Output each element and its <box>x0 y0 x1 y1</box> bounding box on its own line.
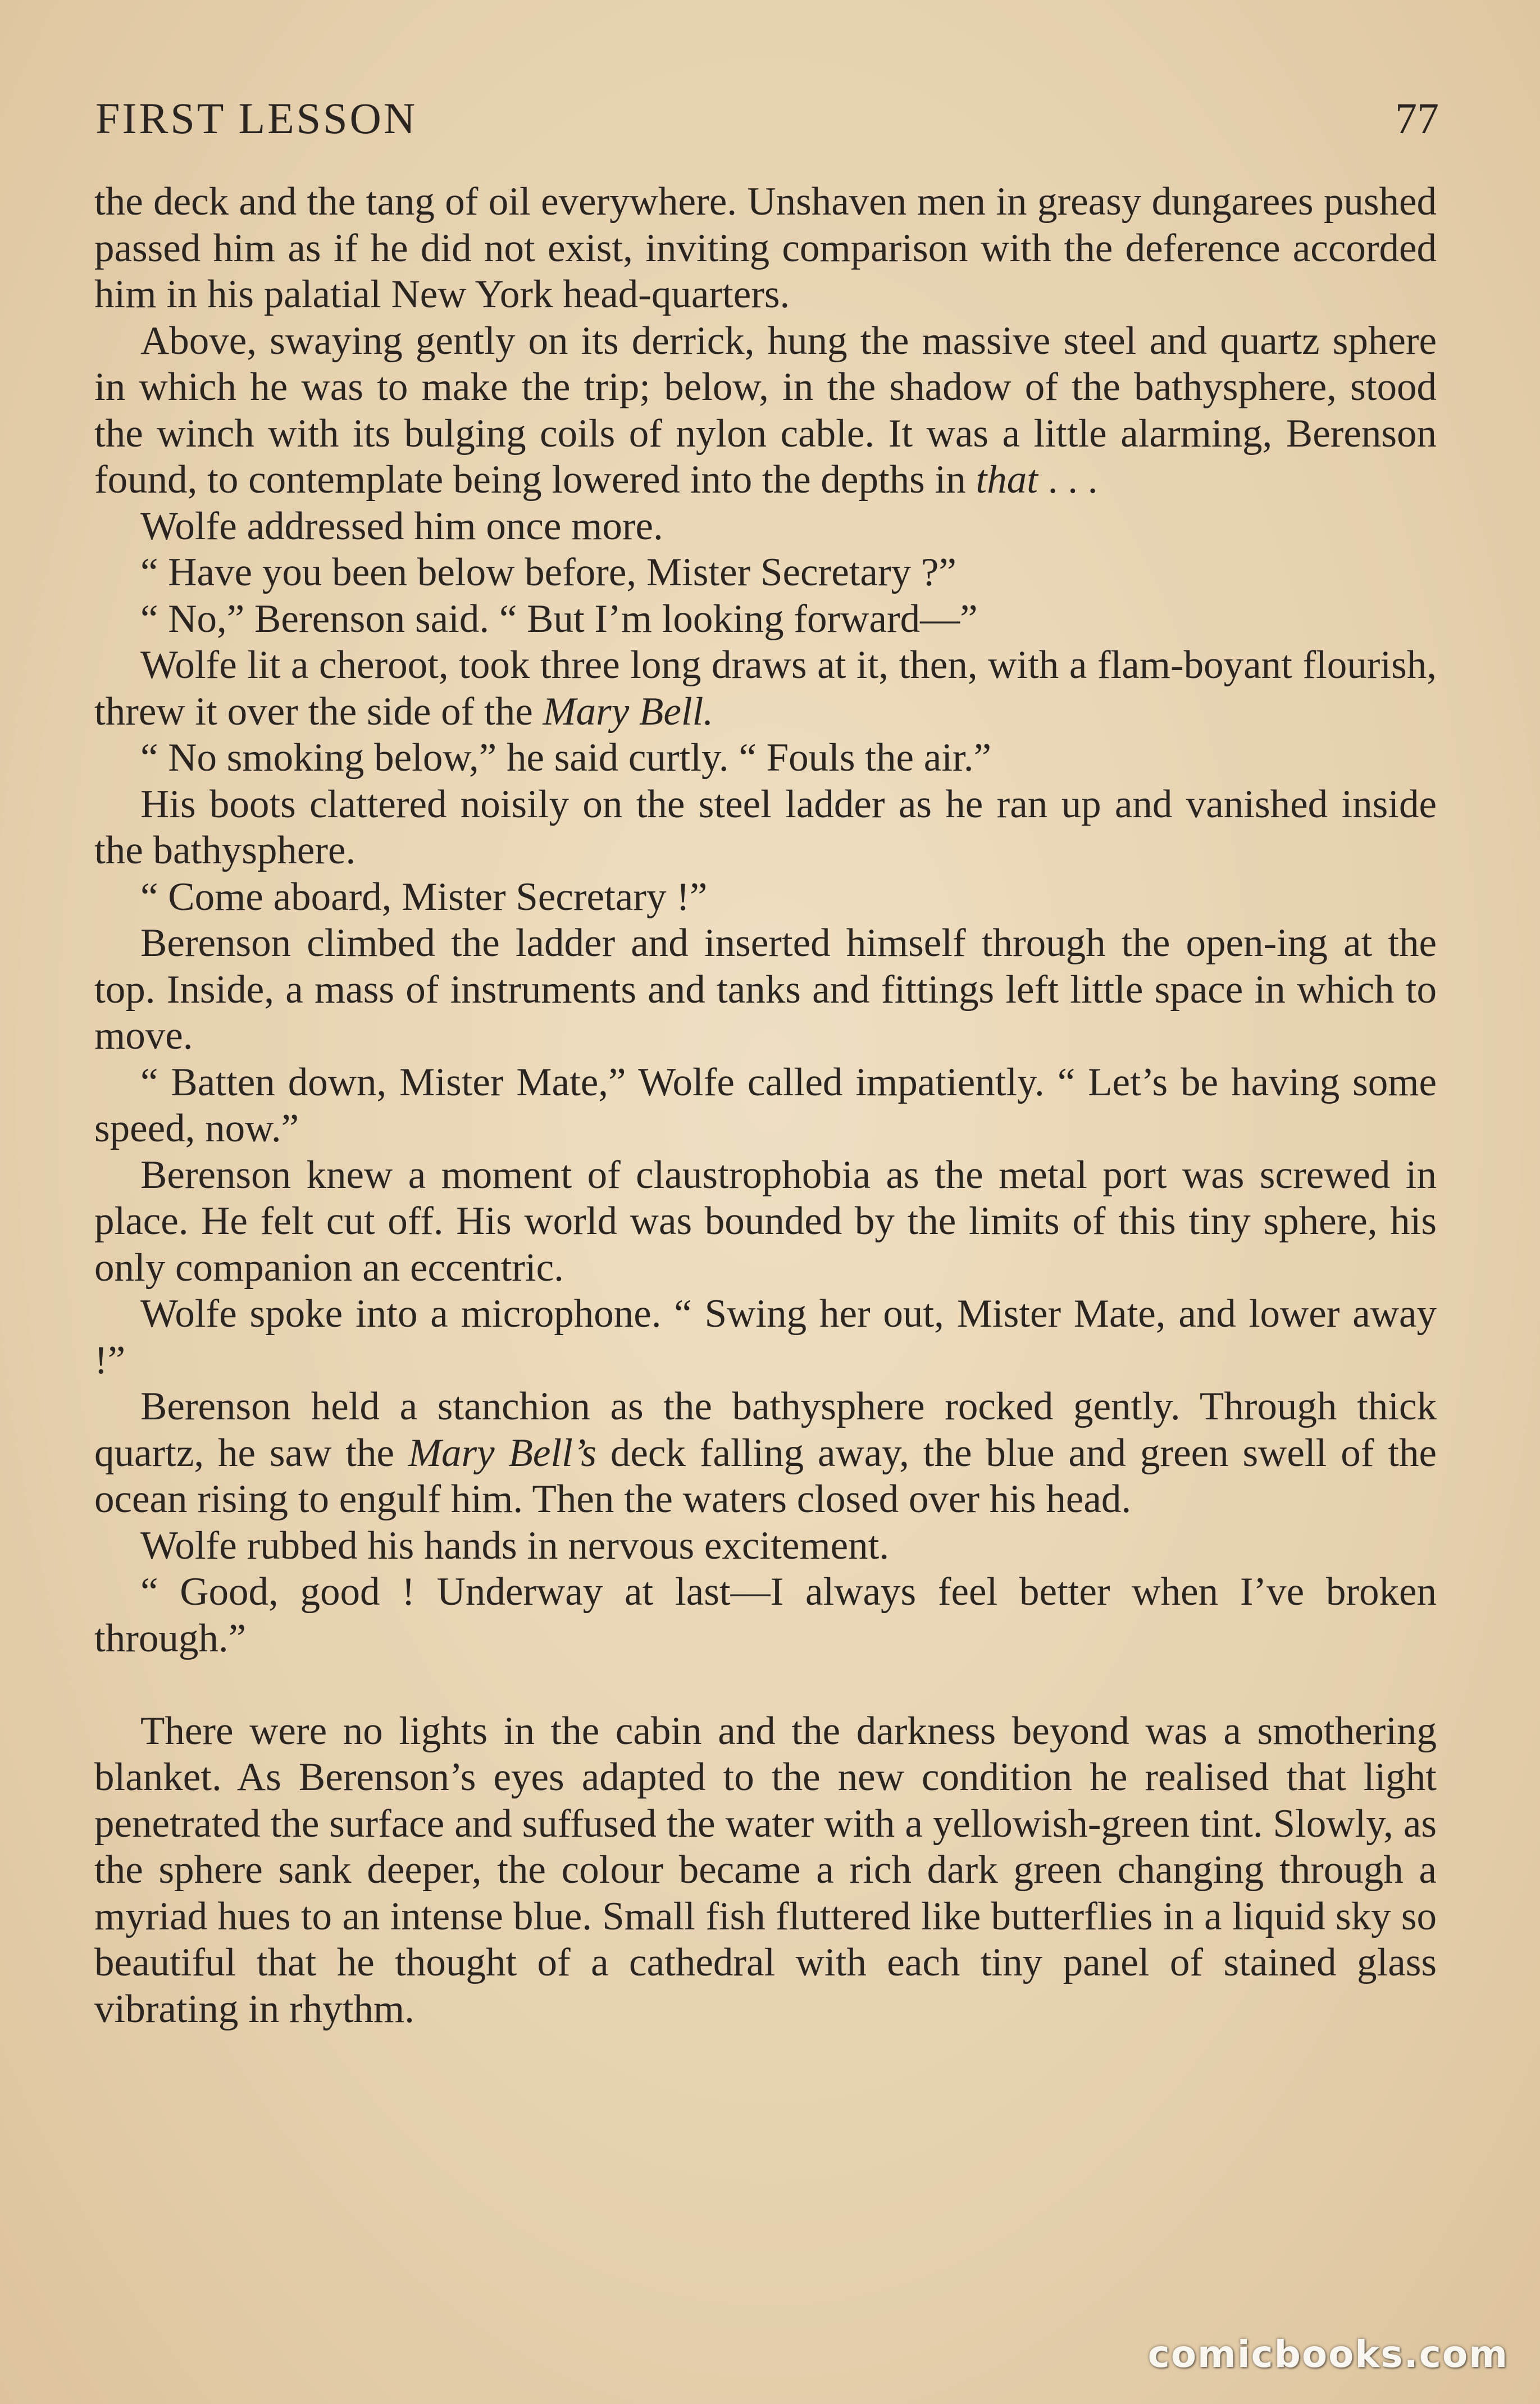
italic-text: Mary Bell’s <box>408 1431 596 1475</box>
paragraph <box>94 1059 1437 1152</box>
text-run: . . . <box>1037 458 1098 502</box>
paragraph <box>94 179 1437 318</box>
watermark: comicbooks.com <box>1147 2333 1509 2376</box>
text-run: His boots clattered noisily on the steel ladder as he ran up and vanished inside the bathysphere. <box>94 782 1437 872</box>
text-run: Berenson held a stanchion as the bathysphere rocked gently. Through thick quartz, he saw the <box>94 1385 1437 1475</box>
text-run: Wolfe rubbed his hands in nervous excitement. <box>140 1523 890 1568</box>
text-run: Wolfe spoke into a microphone. “ Swing her out, Mister Mate, and lower away !” <box>94 1292 1437 1382</box>
page-number: 77 <box>1395 94 1439 143</box>
paragraph <box>94 781 1437 874</box>
paragraph <box>94 503 1437 550</box>
paragraph <box>94 1569 1437 1661</box>
body-text <box>94 179 1437 2032</box>
running-title: FIRST LESSON <box>95 94 418 143</box>
running-head <box>95 79 1439 143</box>
paragraph <box>94 1383 1437 1523</box>
text-run: Berenson knew a moment of claustrophobia as the metal port was screwed in place. He felt cut off. His world was bounded by the limits of this tiny sphere, his only companion an eccentric. <box>94 1153 1437 1290</box>
text-run: “ Come aboard, Mister Secretary !” <box>140 875 708 919</box>
paragraph <box>94 549 1437 596</box>
paragraph <box>94 1152 1437 1291</box>
text-run: “ Have you been below before, Mister Secretary ?” <box>140 550 956 594</box>
paragraph <box>94 642 1437 735</box>
paragraph <box>94 1708 1437 2033</box>
text-run: Above, swaying gently on its derrick, hung the massive steel and quartz sphere in which he was to make the trip; below, in the shadow of the bathysphere, stood the winch with its bulging coils of nylon cable. It was a little alarming, Berenson found, to contemplate being lowered into the depths in <box>94 318 1437 502</box>
text-run: “ No smoking below,” he said curtly. “ Fouls the air.” <box>140 736 991 780</box>
italic-text: that <box>976 458 1038 502</box>
text-run: “ No,” Berenson said. “ But I’m looking forward—” <box>140 597 978 641</box>
text-run: “ Good, good ! Underway at last—I always feel better when I’ve broken through.” <box>94 1570 1437 1660</box>
text-run: deck falling away, the blue and green swell of the ocean rising to engulf him. Then the waters closed over his head. <box>94 1431 1437 1521</box>
paragraph <box>94 735 1437 781</box>
text-run: Wolfe lit a cheroot, took three long draws at it, then, with a flam-boyant flourish, threw it over the side of the <box>94 643 1437 734</box>
text-run: “ Batten down, Mister Mate,” Wolfe called impatiently. “ Let’s be having some speed, now.” <box>94 1060 1437 1150</box>
text-run: Berenson climbed the ladder and inserted himself through the open-ing at the top. Inside, a mass of instruments and tanks and fittings left little space in which to move. <box>94 921 1437 1058</box>
text-run: the deck and the tang of oil everywhere. Unshaven men in greasy dungarees pushed passed him as if he did not exist, inviting comparison with the deference accorded him in his palatial New York head-quarters. <box>94 180 1437 316</box>
paragraph <box>94 874 1437 921</box>
paragraph <box>94 596 1437 643</box>
text-run: Wolfe addressed him once more. <box>140 504 663 548</box>
paragraph <box>94 920 1437 1059</box>
text-run: There were no lights in the cabin and the darkness beyond was a smothering blanket. As Berenson’s eyes adapted to the new condition he realised that light penetrated the surface and suffused the water with a yellowish-green tint. Slowly, as the sphere sank deeper, the colour became a rich dark green changing through a myriad hues to an intense blue. Small fish fluttered like butterflies in a liquid sky so beautiful that he thought of a cathedral with each tiny panel of stained glass vibrating in rhythm. <box>94 1709 1437 2031</box>
paragraph <box>94 318 1437 503</box>
paragraph <box>94 1523 1437 1569</box>
italic-text: Mary Bell. <box>543 689 714 734</box>
paragraph <box>94 1291 1437 1383</box>
